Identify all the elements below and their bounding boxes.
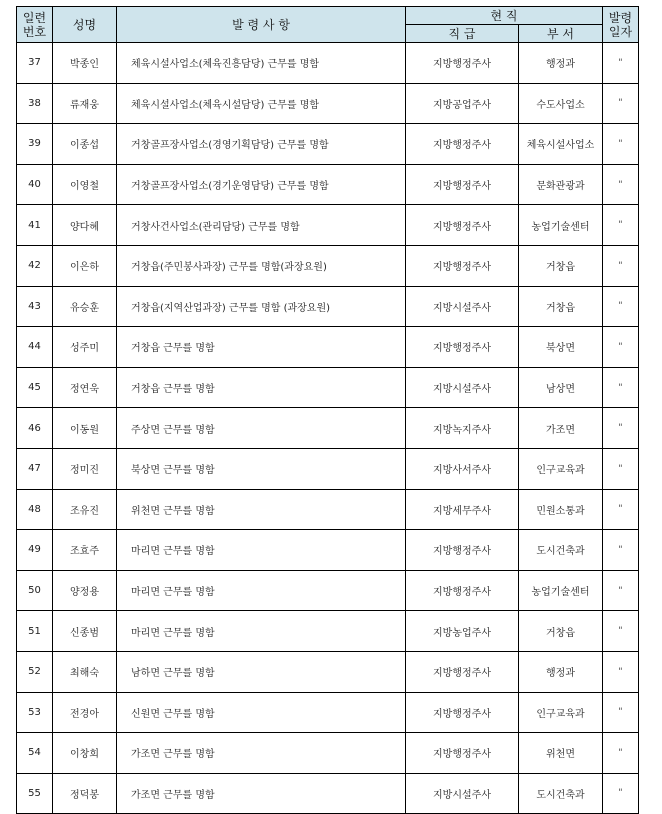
table-row	[17, 164, 639, 205]
cell-department: 도시건축과	[519, 530, 603, 571]
cell-date: "	[603, 570, 639, 611]
cell-name: 이창희	[53, 733, 117, 774]
cell-content: 거창사건사업소(관리담당) 근무를 명함	[117, 205, 406, 246]
cell-content: 위천면 근무를 명함	[117, 489, 406, 530]
table-row	[17, 367, 639, 408]
cell-name: 이은하	[53, 245, 117, 286]
cell-department: 위천면	[519, 733, 603, 774]
cell-serial: 52	[17, 651, 53, 692]
cell-grade: 지방행정주사	[406, 164, 519, 205]
cell-grade: 지방시설주사	[406, 367, 519, 408]
cell-name: 이영철	[53, 164, 117, 205]
cell-content: 가조면 근무를 명함	[117, 733, 406, 774]
cell-date: "	[603, 327, 639, 368]
cell-date: "	[603, 164, 639, 205]
table-row	[17, 651, 639, 692]
cell-department: 남상면	[519, 367, 603, 408]
cell-department: 도시건축과	[519, 773, 603, 814]
cell-serial: 55	[17, 773, 53, 814]
table-row	[17, 773, 639, 814]
cell-department: 거창읍	[519, 611, 603, 652]
table-header	[17, 7, 639, 43]
cell-department: 행정과	[519, 651, 603, 692]
cell-serial: 48	[17, 489, 53, 530]
table-row	[17, 83, 639, 124]
cell-department: 농업기술센터	[519, 570, 603, 611]
table-row	[17, 530, 639, 571]
header-serial-line1: 일련	[22, 10, 47, 25]
header-current-position: 현 직	[406, 7, 603, 25]
table-row	[17, 448, 639, 489]
cell-date: "	[603, 692, 639, 733]
table-row	[17, 611, 639, 652]
header-name: 성명	[53, 7, 117, 43]
cell-grade: 지방행정주사	[406, 327, 519, 368]
cell-content: 남하면 근무를 명함	[117, 651, 406, 692]
cell-grade: 지방행정주사	[406, 205, 519, 246]
cell-date: "	[603, 489, 639, 530]
cell-department: 수도사업소	[519, 83, 603, 124]
table-row	[17, 205, 639, 246]
table-row	[17, 692, 639, 733]
cell-content: 마리면 근무를 명함	[117, 570, 406, 611]
cell-content: 거창읍(주민봉사과장) 근무를 명함(과장요원)	[117, 245, 406, 286]
cell-name: 성주미	[53, 327, 117, 368]
cell-grade: 지방세무주사	[406, 489, 519, 530]
cell-name: 양다혜	[53, 205, 117, 246]
cell-serial: 38	[17, 83, 53, 124]
table-body	[17, 43, 639, 814]
cell-serial: 45	[17, 367, 53, 408]
cell-content: 마리면 근무를 명함	[117, 530, 406, 571]
cell-name: 박종인	[53, 43, 117, 84]
cell-department: 행정과	[519, 43, 603, 84]
cell-department: 거창읍	[519, 286, 603, 327]
cell-grade: 지방행정주사	[406, 530, 519, 571]
cell-date: "	[603, 651, 639, 692]
cell-date: "	[603, 286, 639, 327]
cell-content: 거창골프장사업소(경영기획담당) 근무를 명함	[117, 124, 406, 165]
cell-serial: 50	[17, 570, 53, 611]
cell-name: 정연욱	[53, 367, 117, 408]
cell-grade: 지방행정주사	[406, 43, 519, 84]
cell-grade: 지방시설주사	[406, 773, 519, 814]
header-date	[603, 7, 639, 43]
cell-department: 북상면	[519, 327, 603, 368]
header-date-line1: 발령	[608, 10, 633, 25]
header-department: 부 서	[519, 25, 603, 43]
table-row	[17, 286, 639, 327]
table-row	[17, 245, 639, 286]
cell-serial: 54	[17, 733, 53, 774]
cell-serial: 53	[17, 692, 53, 733]
table-row	[17, 43, 639, 84]
cell-name: 전경아	[53, 692, 117, 733]
cell-serial: 47	[17, 448, 53, 489]
cell-content: 거창읍 근무를 명함	[117, 367, 406, 408]
table-row	[17, 408, 639, 449]
cell-date: "	[603, 124, 639, 165]
table-row	[17, 489, 639, 530]
cell-serial: 42	[17, 245, 53, 286]
header-content: 발 령 사 항	[117, 7, 406, 43]
cell-name: 조효주	[53, 530, 117, 571]
cell-name: 최해숙	[53, 651, 117, 692]
cell-content: 신원면 근무를 명함	[117, 692, 406, 733]
cell-grade: 지방행정주사	[406, 570, 519, 611]
cell-department: 농업기술센터	[519, 205, 603, 246]
cell-date: "	[603, 205, 639, 246]
cell-date: "	[603, 733, 639, 774]
personnel-table	[16, 6, 639, 814]
cell-name: 류재웅	[53, 83, 117, 124]
cell-content: 체육시설사업소(체육진흥담당) 근무를 명함	[117, 43, 406, 84]
cell-date: "	[603, 408, 639, 449]
cell-grade: 지방행정주사	[406, 651, 519, 692]
cell-serial: 40	[17, 164, 53, 205]
cell-content: 주상면 근무를 명함	[117, 408, 406, 449]
cell-serial: 51	[17, 611, 53, 652]
cell-grade: 지방녹지주사	[406, 408, 519, 449]
cell-grade: 지방사서주사	[406, 448, 519, 489]
cell-grade: 지방행정주사	[406, 245, 519, 286]
table-row	[17, 570, 639, 611]
cell-date: "	[603, 530, 639, 571]
cell-serial: 41	[17, 205, 53, 246]
header-serial-line2: 번호	[22, 24, 47, 39]
cell-name: 조유진	[53, 489, 117, 530]
cell-department: 가조면	[519, 408, 603, 449]
cell-serial: 39	[17, 124, 53, 165]
cell-name: 신종범	[53, 611, 117, 652]
cell-department: 인구교육과	[519, 692, 603, 733]
header-serial	[17, 7, 53, 43]
cell-grade: 지방행정주사	[406, 733, 519, 774]
cell-name: 정미진	[53, 448, 117, 489]
cell-name: 이동원	[53, 408, 117, 449]
cell-content: 거창읍 근무를 명함	[117, 327, 406, 368]
cell-date: "	[603, 83, 639, 124]
cell-name: 이종섭	[53, 124, 117, 165]
cell-serial: 44	[17, 327, 53, 368]
table-row	[17, 327, 639, 368]
cell-serial: 37	[17, 43, 53, 84]
header-grade: 직 급	[406, 25, 519, 43]
cell-department: 문화관광과	[519, 164, 603, 205]
cell-content: 가조면 근무를 명함	[117, 773, 406, 814]
cell-date: "	[603, 448, 639, 489]
cell-serial: 43	[17, 286, 53, 327]
cell-date: "	[603, 245, 639, 286]
cell-grade: 지방행정주사	[406, 692, 519, 733]
cell-name: 정덕봉	[53, 773, 117, 814]
cell-content: 북상면 근무를 명함	[117, 448, 406, 489]
cell-serial: 46	[17, 408, 53, 449]
cell-grade: 지방공업주사	[406, 83, 519, 124]
cell-date: "	[603, 43, 639, 84]
cell-date: "	[603, 611, 639, 652]
cell-grade: 지방농업주사	[406, 611, 519, 652]
cell-content: 체육시설사업소(체육시설담당) 근무를 명함	[117, 83, 406, 124]
cell-name: 양정용	[53, 570, 117, 611]
table-row	[17, 124, 639, 165]
table-row	[17, 733, 639, 774]
cell-date: "	[603, 367, 639, 408]
cell-grade: 지방행정주사	[406, 124, 519, 165]
cell-department: 체육시설사업소	[519, 124, 603, 165]
cell-serial: 49	[17, 530, 53, 571]
cell-department: 인구교육과	[519, 448, 603, 489]
cell-content: 거창골프장사업소(경기운영담당) 근무를 명함	[117, 164, 406, 205]
header-date-line2: 일자	[608, 24, 633, 39]
cell-department: 거창읍	[519, 245, 603, 286]
cell-date: "	[603, 773, 639, 814]
cell-content: 마리면 근무를 명함	[117, 611, 406, 652]
cell-content: 거창읍(지역산업과장) 근무를 명함 (과장요원)	[117, 286, 406, 327]
cell-grade: 지방시설주사	[406, 286, 519, 327]
cell-department: 민원소통과	[519, 489, 603, 530]
cell-name: 유승훈	[53, 286, 117, 327]
